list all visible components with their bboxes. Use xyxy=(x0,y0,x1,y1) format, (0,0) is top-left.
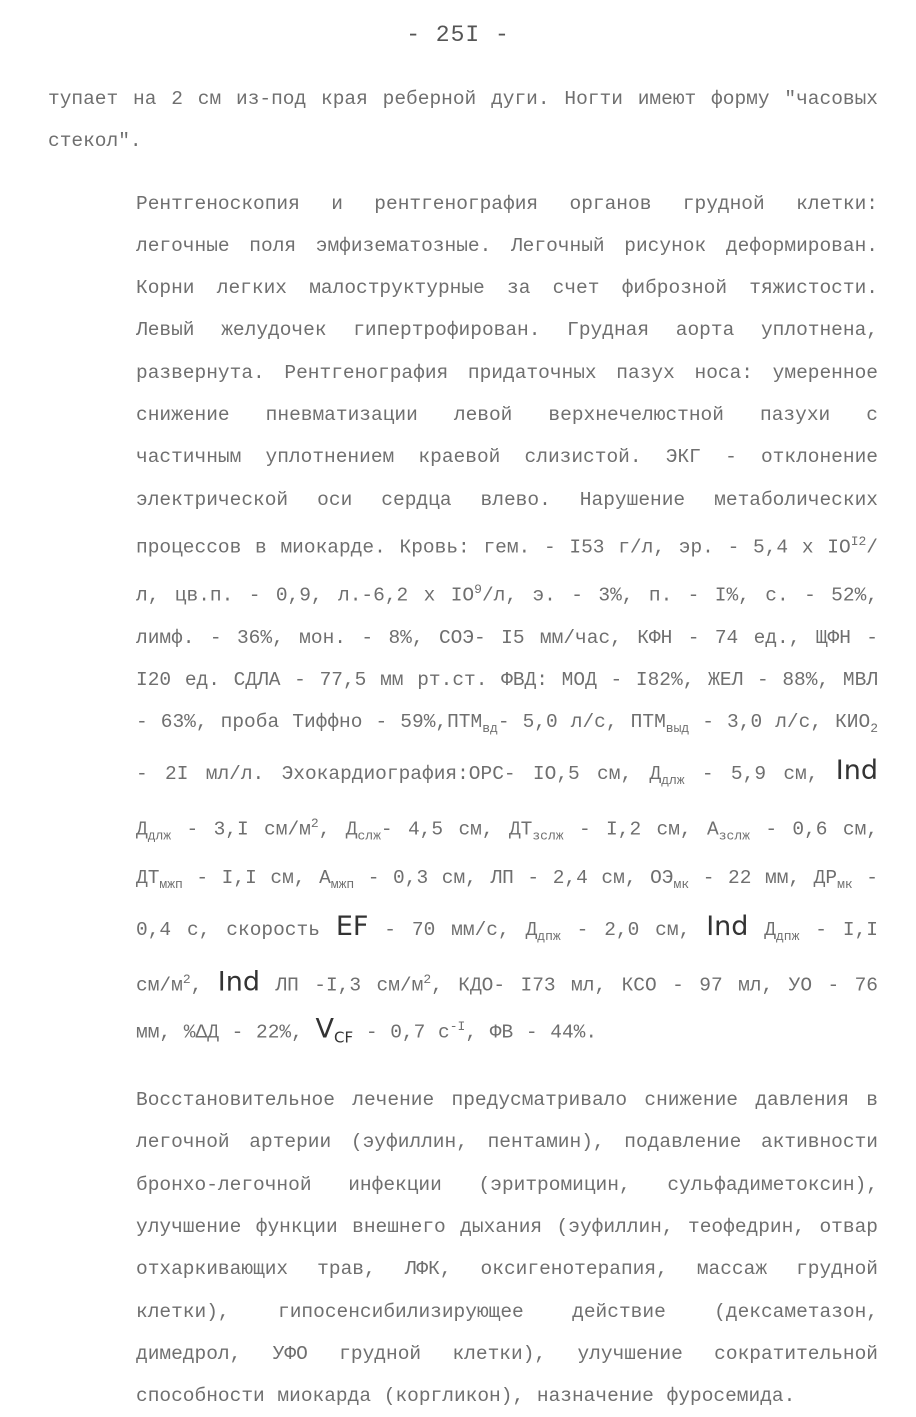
subscript: дпж xyxy=(537,929,561,945)
superscript: I2 xyxy=(850,533,867,549)
subscript: слж xyxy=(357,827,381,843)
text-segment: ЛП -I,3 см/м xyxy=(259,974,424,997)
subscript: длж xyxy=(661,773,685,789)
text-segment: - 5,9 см, xyxy=(684,763,836,786)
text-segment: - I,I см/м xyxy=(136,919,878,997)
text-segment: - 4,5 см, ДТ xyxy=(380,818,533,841)
superscript: 9 xyxy=(474,581,482,597)
text-segment: /л, э. - 3%, п. - I%, с. - 52%, лимф. - 36%, мон. - 8%, СОЭ- I5 мм/час, КФН - 74 ед., ЩФН - I20 ед. СДЛА - 77,5 мм рт.ст. ФВД: МОД - I82%, ЖЕЛ - 88%, МВЛ - 63%, проба Тиффно - 59%,ПТМ xyxy=(136,584,878,734)
superscript: 2 xyxy=(423,971,432,987)
text-segment: Д xyxy=(136,818,148,841)
text-segment: Д xyxy=(748,919,776,942)
text-segment: - 3,0 л/с, КИО xyxy=(689,711,871,734)
text-segment: - 2,0 см, xyxy=(560,919,707,942)
text-segment: - 22 мм, ДР xyxy=(689,867,838,890)
subscript: мжп xyxy=(330,877,355,893)
handwritten-subscript: CF xyxy=(334,1028,354,1047)
subscript: вд xyxy=(482,721,498,737)
superscript: -I xyxy=(449,1019,466,1035)
subscript: 2 xyxy=(870,721,879,737)
paragraph-3-treatment: Восстановительное лечение предусматривало снижение давления в легочной артерии (эуфиллин, пентамин), подавление активности бронхо-легочной инфекции (эритромицин, сульфадиметоксин), улучшение функции внешнего дыхания (эуфиллин, теофедрин, отвар отхаркивающих трав, ЛФК, оксигенотерапия, массаж грудной клетки), гипосенсибилизирующее действие (дексаметазон, димедрол, УФО грудной клетки), улучшение сократительной способности миокарда (коргликон), назначение фуросемида. xyxy=(136,1089,878,1408)
text-segment: - 70 мм/с, Д xyxy=(368,919,538,942)
text-segment: , ФВ - 44%. xyxy=(465,1021,598,1044)
text-segment: , xyxy=(190,974,218,997)
subscript: длж xyxy=(147,827,172,843)
text-segment: Рентгеноскопия и рентгенография органов грудной клетки: легочные поля эмфизематозные. Легочный рисунок деформирован. Корни легких малоструктурные за счет фиброзной тяжистости. Левый желудочек гипертрофирован. Грудная аорта уплотнена, развернута. Рентгенография придаточных пазух носа: умеренное снижение пневматизации левой верхнечелюстной пазухи с частичным уплотнением краевой слизистой. ЭКГ - отклонение электрической оси сердца влево. Нарушение метаболических процессов в миокарде. Кровь: гем. - I53 г/л, эр. - 5,4 х IO xyxy=(136,192,878,559)
paragraph-1: тупает на 2 см из-под края реберной дуги. Ногти имеют форму "часовых стекол". xyxy=(48,88,878,153)
subscript: выд xyxy=(665,721,690,737)
body-text xyxy=(48,78,878,1417)
text-segment: - I,2 см, А xyxy=(563,818,719,841)
handwritten-ind: Ind xyxy=(706,911,749,943)
superscript: 2 xyxy=(182,971,191,987)
handwritten-ef: EF xyxy=(335,911,369,943)
subscript: зслж xyxy=(532,827,564,843)
subscript: мк xyxy=(673,877,690,893)
text-segment: - 0,7 с xyxy=(353,1021,450,1044)
text-segment: - 5,0 л/с, ПТМ xyxy=(497,711,666,734)
text-segment: - 0,3 см, ЛП - 2,4 см, ОЭ xyxy=(354,867,674,890)
handwritten-v: V xyxy=(315,1013,335,1045)
text-segment: , Д xyxy=(318,818,358,841)
handwritten-ind: Ind xyxy=(217,966,260,998)
text-segment: , КДО- I73 мл, КСО - 97 мл, УО - 76 мм, %ΔД - 22%, xyxy=(136,974,879,1044)
subscript: мк xyxy=(837,877,853,893)
subscript: мжп xyxy=(159,877,183,893)
handwritten-ind: Ind xyxy=(835,755,878,787)
text-segment: - 0,4 с, скорость xyxy=(136,867,878,942)
text-segment: - I,I см, А xyxy=(182,867,331,890)
text-segment: - 0,6 см, ДТ xyxy=(136,818,878,890)
text-segment: - 3,I см/м xyxy=(171,818,311,841)
text-segment: - 2I мл/л. Эхокардиография:ОРС- IO,5 см, Д xyxy=(136,763,662,786)
page-number: - 25I - xyxy=(406,22,510,48)
subscript: дпж xyxy=(776,929,800,945)
superscript: 2 xyxy=(310,815,319,831)
paragraph-2-examination xyxy=(48,183,878,1059)
subscript: зслж xyxy=(718,827,750,843)
text-segment: /л, цв.п. - 0,9, л.-6,2 х IO xyxy=(136,536,878,607)
